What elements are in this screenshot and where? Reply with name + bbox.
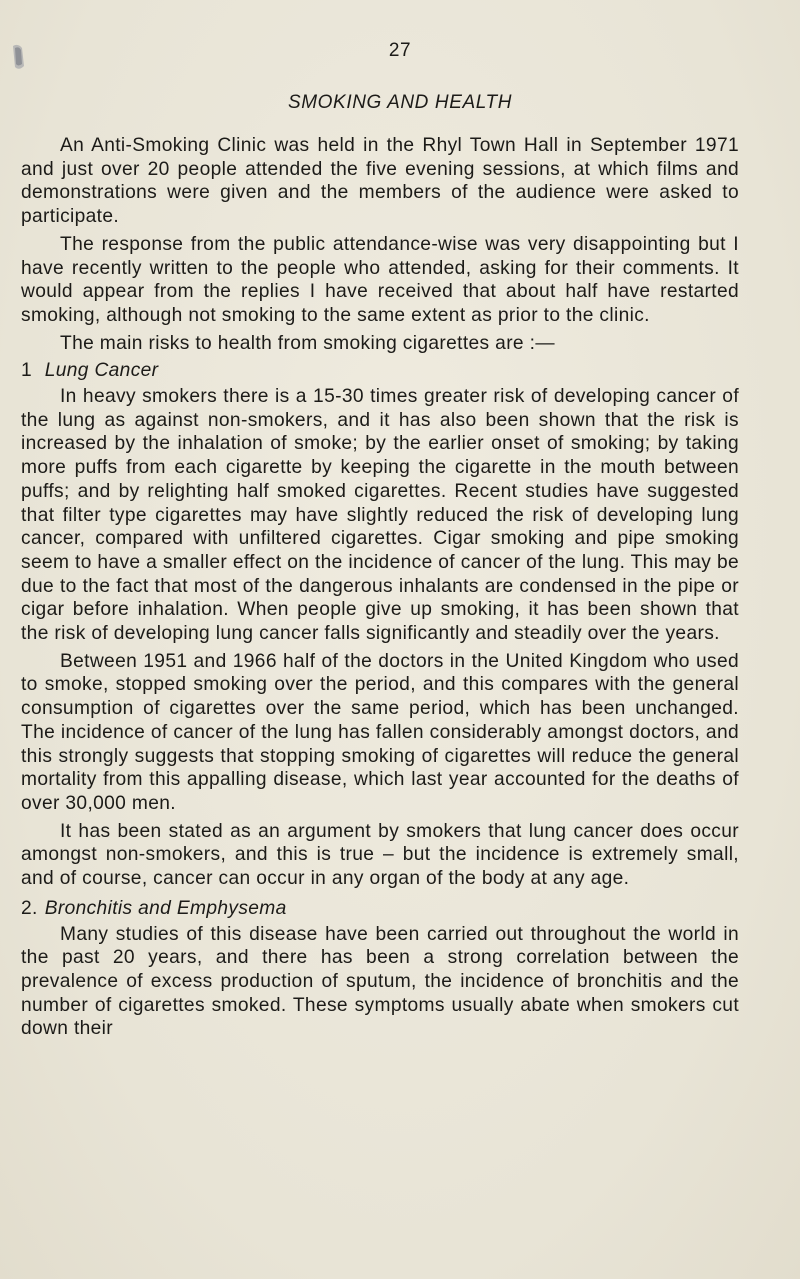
page-title: SMOKING AND HEALTH xyxy=(287,92,513,113)
page-number: 27 xyxy=(388,40,412,61)
section-title: Bronchitis and Emphysema xyxy=(44,897,287,919)
paragraph: The response from the public attendance-wise was very disappointing but I have recently written to the people who attended, asking for their comments. It would appear from the replies I have received that about half have restarted smoking, although not smoking to the same extent as prior to the clinic. xyxy=(21,233,739,326)
section-heading xyxy=(21,897,739,921)
paragraph: The main risks to health from smoking cigarettes are :— xyxy=(60,332,555,354)
document-body xyxy=(21,134,739,1045)
paragraph: It has been stated as an argument by smokers that lung cancer does occur amongst non-smokers, and this is true – but the incidence is extremely small, and of course, cancer can occur in any organ of the body at any age. xyxy=(21,820,739,890)
section-number: 1 xyxy=(21,360,33,382)
section-heading xyxy=(21,359,739,383)
paragraph: Between 1951 and 1966 half of the doctors in the United Kingdom who used to smoke, stopped smoking over the period, and this compares with the general consumption of cigarettes over the same period, which has been unchanged. The incidence of cancer of the lung has fallen considerably amongst doctors, and this strongly suggests that stopping smoking of cigarettes will reduce the general mortality from this appalling disease, which last year accounted for the deaths of over 30,000 men. xyxy=(21,650,739,814)
section-title: Lung Cancer xyxy=(44,360,159,382)
paragraph: In heavy smokers there is a 15-30 times greater risk of developing cancer of the lung as against non-smokers, and it has also been shown that the risk is increased by the inhalation of smoke; by the earlier onset of smoking; by taking more puffs from each cigarette by keeping the cigarette in the mouth between puffs; and by relighting half smoked cigarettes. Recent studies have suggested that filter type cigarettes may have slightly reduced the risk of developing lung cancer, compared with unfiltered cigarettes. Cigar smoking and pipe smoking seem to have a smaller effect on the incidence of cancer of the lung. This may be due to the fact that most of the dangerous inhalants are condensed in the pipe or cigar before inhalation. When people give up smoking, it has been shown that the risk of developing lung cancer falls significantly and steadily over the years. xyxy=(21,386,739,645)
paragraph: Many studies of this disease have been carried out throughout the world in the past 20 years, and there has been a strong correlation between the prevalence of excess production of sputum, the incidence of bronchitis and the number of cigarettes smoked. These symptoms usually abate when smokers cut down their xyxy=(21,923,739,1040)
paragraph: An Anti-Smoking Clinic was held in the Rhyl Town Hall in September 1971 and just over 20 people attended the five evening sessions, at which films and demonstrations were given and the members of the audience were asked to participate. xyxy=(21,135,739,228)
section-number: 2. xyxy=(21,897,38,919)
